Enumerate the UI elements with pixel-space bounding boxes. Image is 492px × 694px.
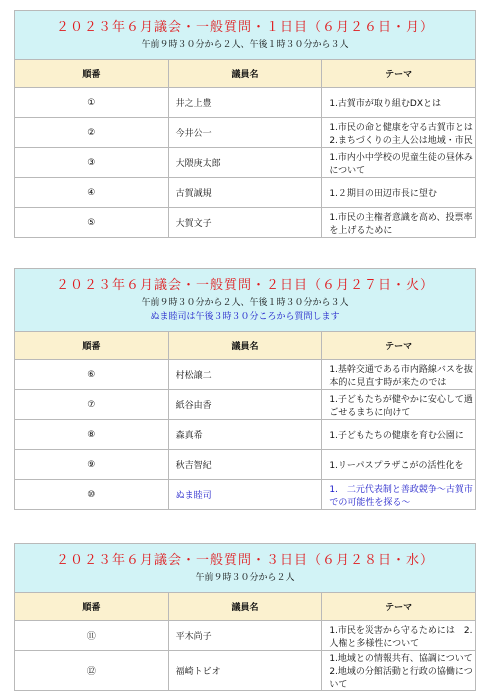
day1-table xyxy=(14,10,482,238)
day2-title-cell xyxy=(15,269,476,332)
table-row xyxy=(15,420,476,450)
row-theme: 1.市民を災害から守るためには 2.人権と多様性について xyxy=(322,621,476,651)
table-row-highlight xyxy=(15,480,476,510)
day1-title-cell xyxy=(15,11,476,60)
row-theme: 1.２期目の田辺市長に望む xyxy=(322,178,476,208)
row-no: ⑪ xyxy=(15,621,169,651)
header-no: 順番 xyxy=(15,593,169,621)
table-row xyxy=(15,360,476,390)
day3-table xyxy=(14,543,482,691)
day1-schedule: 午前９時３０分から２人、午後１時３０分から３人 xyxy=(141,40,349,50)
row-theme: 1.リーパスプラザこがの活性化を xyxy=(322,450,476,480)
table-row xyxy=(15,450,476,480)
table-row xyxy=(15,118,476,148)
row-theme: 1.子どもたちの健康を育む公園に xyxy=(322,420,476,450)
row-no: ② xyxy=(15,118,169,148)
row-name: 福崎トビオ xyxy=(168,651,322,691)
row-name: 森真希 xyxy=(168,420,322,450)
row-no: ⑥ xyxy=(15,360,169,390)
row-theme: 1.市民の命と健康を守る古賀市とは 2.まちづくりの主人公は地域・市民 xyxy=(322,118,476,148)
header-theme: テーマ xyxy=(322,60,476,88)
header-name: 議員名 xyxy=(168,332,322,360)
table-row xyxy=(15,390,476,420)
row-name: 古賀誠規 xyxy=(168,178,322,208)
row-name: 今井公一 xyxy=(168,118,322,148)
row-no: ① xyxy=(15,88,169,118)
day2-table xyxy=(14,268,476,510)
row-no: ③ xyxy=(15,148,169,178)
day2-title: ２０２３年６月議会・一般質問・２日目（６月２７日・火） xyxy=(55,278,434,293)
row-name: 秋吉智紀 xyxy=(168,450,322,480)
row-name: 大賀文子 xyxy=(168,208,322,238)
row-name: 紙谷由香 xyxy=(168,390,322,420)
row-theme: 1.子どもたちが健やかに安心して過ごせるまちに向けて xyxy=(322,390,476,420)
row-theme: 1.市内小中学校の児童生徒の昼休みについて xyxy=(322,148,476,178)
row-name: 村松譲二 xyxy=(168,360,322,390)
day1-title: ２０２３年６月議会・一般質問・１日目（６月２６日・月） xyxy=(55,20,434,35)
row-no: ⑤ xyxy=(15,208,169,238)
table-row xyxy=(15,148,476,178)
row-theme: 1. 二元代表制と善政競争～古賀市での可能性を探る～ xyxy=(322,480,476,510)
row-no: ⑧ xyxy=(15,420,169,450)
row-name: 井之上豊 xyxy=(168,88,322,118)
row-name: 大隈庚太郎 xyxy=(168,148,322,178)
table-row xyxy=(15,651,476,691)
row-no: ④ xyxy=(15,178,169,208)
row-theme: 1.市民の主権者意識を高め、投票率を上げるために xyxy=(322,208,476,238)
row-no: ⑫ xyxy=(15,651,169,691)
day3-title: ２０２３年６月議会・一般質問・３日目（６月２８日・水） xyxy=(55,553,434,568)
day2-note: ぬま睦司は午後３時３０分ころから質問します xyxy=(150,312,340,322)
row-theme: 1.地域との情報共有、協調について 2.地域の分館活動と行政の協働について xyxy=(322,651,476,691)
row-no: ⑩ xyxy=(15,480,169,510)
row-theme: 1.古賀市が取り組むDXとは xyxy=(322,88,476,118)
header-theme: テーマ xyxy=(322,332,476,360)
table-row xyxy=(15,208,476,238)
header-no: 順番 xyxy=(15,60,169,88)
table-row xyxy=(15,178,476,208)
row-no: ⑦ xyxy=(15,390,169,420)
row-name: 平木尚子 xyxy=(168,621,322,651)
row-theme: 1.基幹交通である市内路線バスを抜本的に見直す時が来たのでは xyxy=(322,360,476,390)
row-no: ⑨ xyxy=(15,450,169,480)
day3-title-cell xyxy=(15,544,476,593)
row-name: ぬま睦司 xyxy=(168,480,322,510)
header-no: 順番 xyxy=(15,332,169,360)
day2-schedule: 午前９時３０分から２人、午後１時３０分から３人 xyxy=(141,298,349,308)
header-theme: テーマ xyxy=(322,593,476,621)
day3-schedule: 午前９時３０分から２人 xyxy=(195,573,295,583)
header-name: 議員名 xyxy=(168,593,322,621)
header-name: 議員名 xyxy=(168,60,322,88)
table-row xyxy=(15,621,476,651)
table-row xyxy=(15,88,476,118)
